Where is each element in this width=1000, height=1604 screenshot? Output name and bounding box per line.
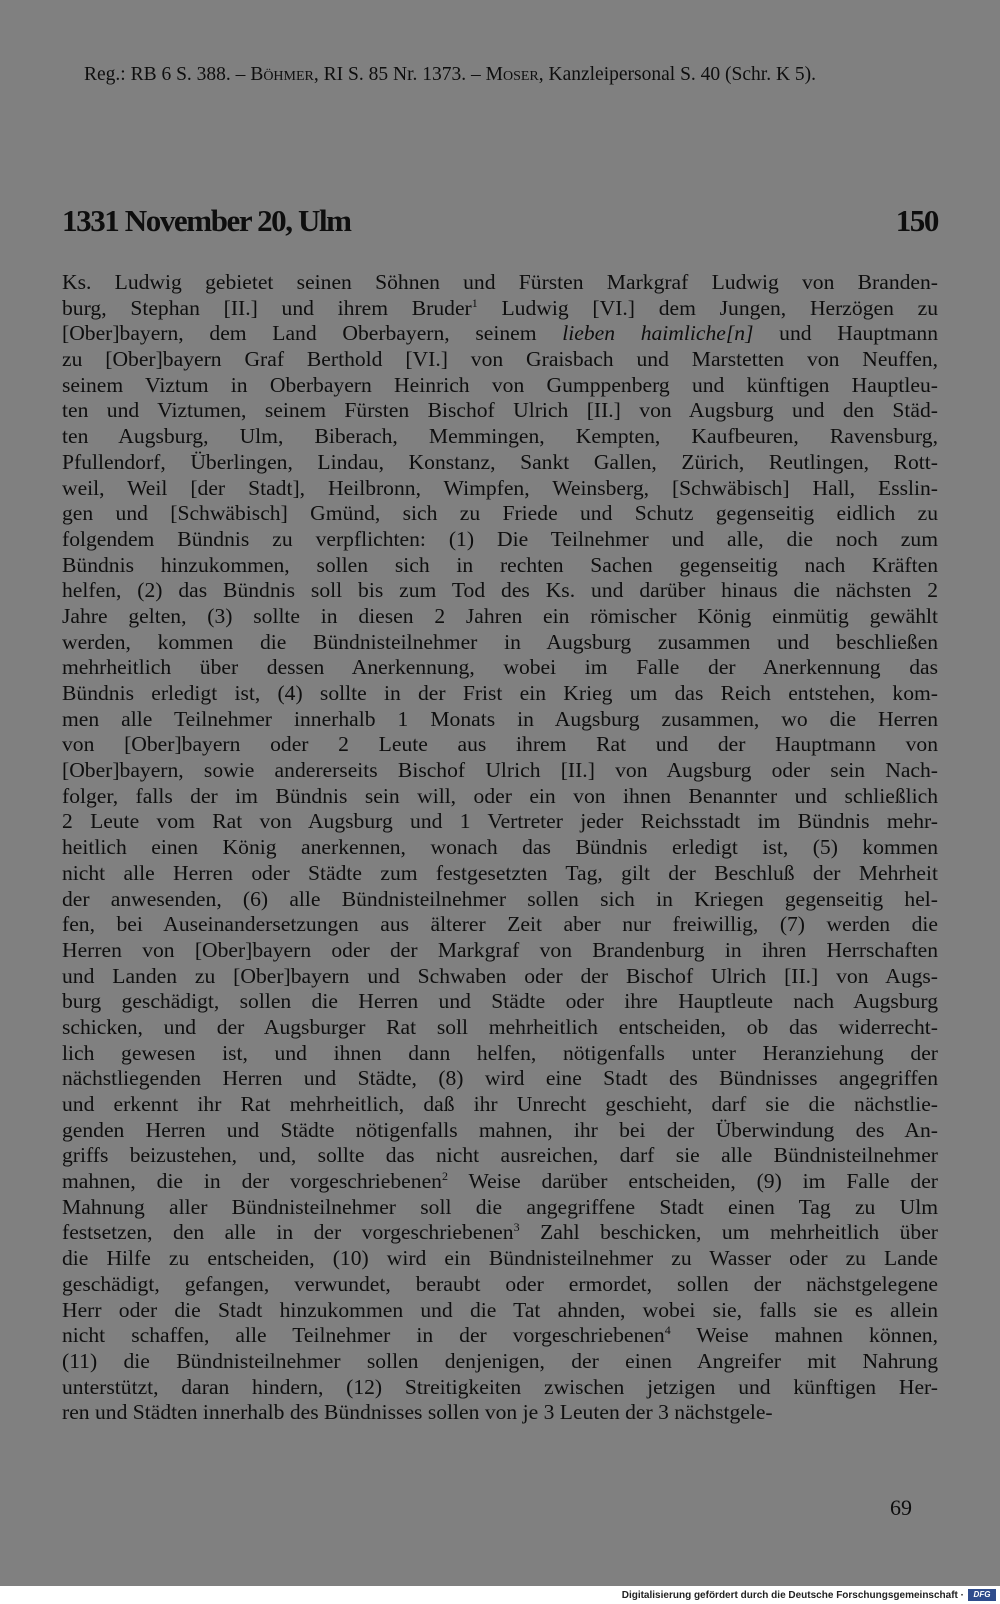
body-line: Herr oder die Stadt hinzukommen und die Tat ahnden, wobei sie, falls sie es allein (62, 1297, 938, 1322)
body-line: nächstliegenden Herren und Städte, (8) wird eine Stadt des Bündnisses angegriffen (62, 1066, 938, 1091)
body-line-text: nicht schaffen, alle Teilnehmer in der vorgeschriebenen (62, 1323, 665, 1348)
body-line: geschädigt, gefangen, verwundet, beraubt oder ermordet, sollen der nächstgelegene (62, 1271, 938, 1296)
body-line: Bündnis erledigt ist, (4) sollte in der Frist ein Krieg um das Reich entstehen, kom- (62, 681, 938, 705)
body-line-text: Weise darüber entscheiden, (9) im Falle der (447, 1169, 938, 1194)
body-line: Bündnis hinzukommen, sollen sich in rechten Sachen gegenseitig nach Kräften (62, 552, 938, 577)
page-number: 69 (890, 1495, 912, 1520)
footnote-ref-3: 3 (513, 1220, 520, 1235)
body-line-text: mahnen, die in der vorgeschriebenen (62, 1169, 442, 1194)
footnote-ref-1: 1 (471, 295, 478, 310)
body-line: ten Augsburg, Ulm, Biberach, Memmingen, Kempten, Kaufbeuren, Ravensburg, (62, 424, 938, 449)
body-line: Herren von [Ober]bayern oder der Markgraf von Brandenburg in ihren Herrschaften (62, 937, 938, 962)
body-line: [Ober]bayern, sowie andererseits Bischof Ulrich [II.] von Augsburg oder sein Nach- (62, 758, 938, 783)
body-line: die Hilfe zu entscheiden, (10) wird ein Bündnisteilnehmer zu Wasser oder zu Lande (62, 1246, 938, 1271)
body-line: (11) die Bündnisteilnehmer sollen denjenigen, der einen Angreifer mit Nahrung (62, 1348, 938, 1373)
reg-suffix: , Kanzleipersonal S. 40 (Schr. K 5). (538, 64, 817, 85)
body-line: genden Herren und Städte nötigenfalls mahnen, ihr bei der Überwindung des An- (62, 1117, 938, 1142)
body-line: ten und Viztumen, seinem Fürsten Bischof Ulrich [II.] von Augsburg und den Städ- (62, 398, 938, 423)
regest-body (62, 270, 938, 1426)
body-line-text: [Ober]bayern, dem Land Oberbayern, seinem (62, 321, 563, 346)
body-line: seinem Viztum in Oberbayern Heinrich von Gumppenberg und künftigen Hauptleu- (62, 372, 938, 397)
body-line: zu [Ober]bayern Graf Berthold [VI.] von Graisbach und Marstetten von Neuffen, (62, 347, 938, 372)
body-line: ren und Städten innerhalb des Bündnisses sollen von je 3 Leuten der 3 nächstgele- (62, 1400, 773, 1425)
body-line (62, 1323, 938, 1349)
heading-date-place: 1331 November 20, Ulm (62, 203, 351, 238)
dfg-logo: DFG (968, 1589, 996, 1601)
body-line (62, 321, 938, 347)
document-heading (62, 203, 938, 239)
body-line: Mahnung aller Bündnisteilnehmer soll die angegriffene Stadt einen Tag zu Ulm (62, 1194, 938, 1219)
body-line: Ks. Ludwig gebietet seinen Söhnen und Fürsten Markgraf Ludwig von Branden- (62, 270, 938, 294)
body-line: heitlich einen König anerkennen, wonach das Bündnis erledigt ist, (5) kommen (62, 835, 938, 860)
body-line: folger, falls der im Bündnis sein will, oder ein von ihnen Benannter und schließlich (62, 783, 938, 808)
body-line: men alle Teilnehmer innerhalb 1 Monats in Augsburg zusammen, wo die Herren (62, 706, 938, 731)
body-line: Pfullendorf, Überlingen, Lindau, Konstanz, Sankt Gallen, Zürich, Reutlingen, Rott- (62, 449, 938, 474)
body-line-text: Ludwig [VI.] dem Jungen, Herzögen zu (477, 295, 938, 320)
bracket: [ (725, 321, 735, 346)
body-line: weil, Weil [der Stadt], Heilbronn, Wimpfen, Weinsberg, [Schwäbisch] Hall, Esslin- (62, 475, 938, 500)
body-line: Jahre gelten, (3) sollte in diesen 2 Jahren ein römischer König einmütig gewählt (62, 603, 938, 628)
body-line: und Landen zu [Ober]bayern und Schwaben oder der Bischof Ulrich [II.] von Augs- (62, 963, 938, 988)
body-line: unterstützt, daran hindern, (12) Streitigkeiten zwischen jetzigen und künftigen Her- (62, 1374, 938, 1399)
body-line: schicken, und der Augsburger Rat soll mehrheitlich entscheiden, ob das widerrecht- (62, 1014, 938, 1039)
funding-footer (0, 1586, 1000, 1604)
body-line-text: burg, Stephan [II.] und ihrem Bruder (62, 295, 472, 320)
body-line: mehrheitlich über dessen Anerkennung, wobei im Falle der Anerkennung das (62, 655, 938, 680)
reg-prefix: Reg.: RB 6 S. 388. – (84, 64, 251, 85)
body-line: nicht alle Herren oder Städte zum festgesetzten Tag, gilt der Beschluß der Mehrheit (62, 860, 938, 885)
body-line: burg geschädigt, sollen die Herren und Städte oder ihre Hauptleute nach Augsburg (62, 989, 938, 1014)
reg-author-boehmer: Böhmer (250, 64, 314, 85)
quoted-term-n: n (734, 321, 746, 346)
body-line (62, 296, 938, 322)
body-line: von [Ober]bayern oder 2 Leute aus ihrem Rat und der Hauptmann von (62, 732, 938, 757)
body-line (62, 1220, 938, 1246)
body-line: der anwesenden, (6) alle Bündnisteilnehmer sollen sich in Kriegen gegenseitig hel- (62, 886, 938, 911)
body-line: 2 Leute vom Rat von Augsburg und 1 Vertreter jeder Reichsstadt im Bündnis mehr- (62, 809, 938, 834)
body-line: lich gewesen ist, und ihnen dann helfen, nötigenfalls unter Heranziehung der (62, 1040, 938, 1065)
footnote-ref-2: 2 (441, 1169, 448, 1184)
body-line: fen, bei Auseinandersetzungen aus älterer Zeit aber nur freiwillig, (7) werden die (62, 912, 938, 937)
body-line: gen und [Schwäbisch] Gmünd, sich zu Friede und Schutz gegenseitig eidlich zu (62, 501, 938, 526)
body-line (62, 1169, 938, 1195)
body-line-text: festsetzen, den alle in der vorgeschriebenen (62, 1220, 514, 1245)
body-line: helfen, (2) das Bündnis soll bis zum Tod des Ks. und darüber hinaus die nächsten 2 (62, 578, 938, 603)
body-line-text: Zahl beschicken, um mehrheitlich über (519, 1220, 938, 1245)
reg-author-moser: Moser (485, 64, 539, 85)
body-line: und erkennt ihr Rat mehrheitlich, daß ihr Unrecht geschieht, darf sie die nächstlie- (62, 1092, 938, 1116)
document-number: 150 (895, 203, 938, 238)
bracket: ] (745, 321, 754, 346)
reg-mid: , RI S. 85 Nr. 1373. – (313, 64, 486, 85)
footnote-ref-4: 4 (664, 1323, 671, 1338)
quoted-term: lieben haimliche (562, 321, 726, 346)
body-line: folgendem Bündnis zu verpflichten: (1) Die Teilnehmer und alle, die noch zum (62, 526, 938, 551)
regest-references (62, 62, 938, 88)
body-line: werden, kommen die Bündnisteilnehmer in Augsburg zusammen und beschließen (62, 629, 938, 654)
body-line: griffs beizustehen, und, sollte das nicht ausreichen, darf sie alle Bündnisteilnehmer (62, 1143, 938, 1168)
body-line-text: Weise mahnen können, (670, 1323, 938, 1348)
body-line-text: und Hauptmann (753, 321, 939, 346)
funding-note: Digitalisierung gefördert durch die Deutsche Forschungsgemeinschaft · (621, 1590, 964, 1601)
